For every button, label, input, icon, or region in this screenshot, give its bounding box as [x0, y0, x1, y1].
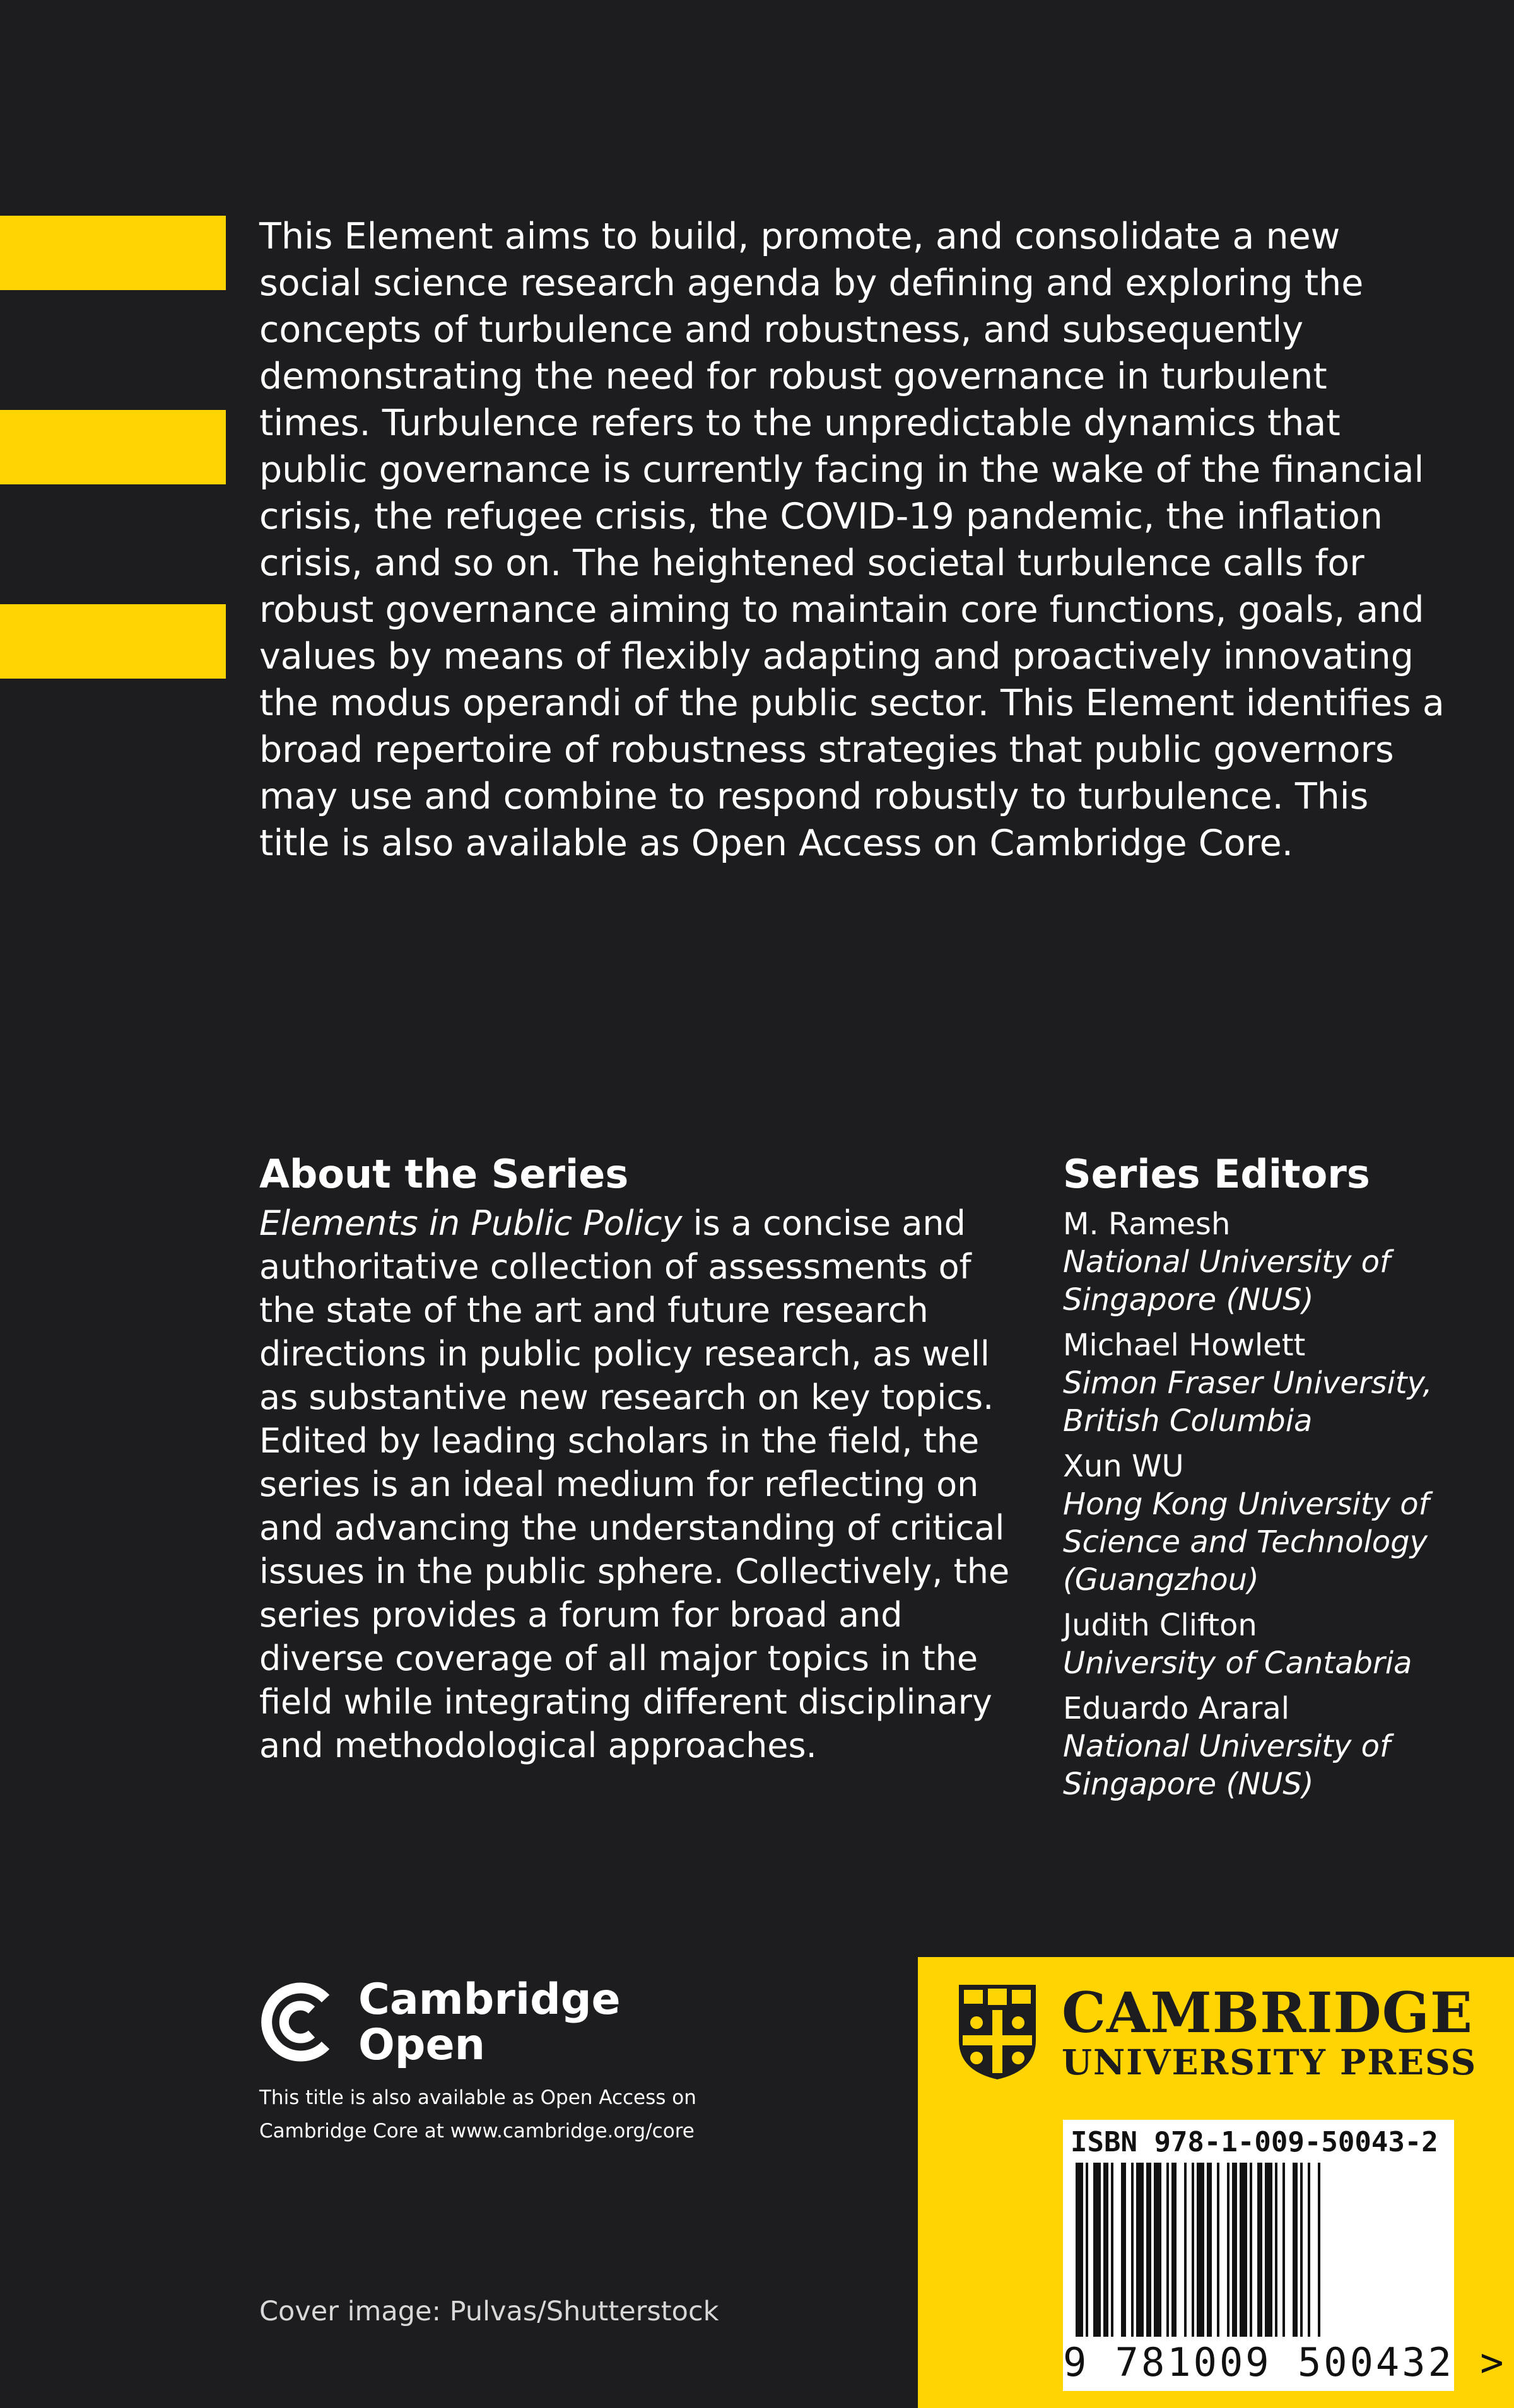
publisher-wordmark	[1062, 1980, 1477, 2083]
editor-affiliation: National University of Singapore (NUS)	[1063, 1244, 1390, 1318]
barcode-icon	[1076, 2163, 1429, 2337]
cambridge-crest-icon	[956, 1982, 1038, 2082]
editor-entry	[1063, 1606, 1492, 1682]
editor-name: Eduardo Araral	[1063, 1691, 1290, 1726]
editor-name: Michael Howlett	[1063, 1328, 1306, 1363]
yellow-accent-bar-1	[0, 216, 226, 290]
about-heading: About the Series	[259, 1151, 629, 1197]
open-access-note	[259, 2081, 764, 2148]
cambridge-open-icon	[257, 1981, 339, 2063]
cambridge-open-wordmark	[358, 1977, 621, 2068]
editor-entry	[1063, 1447, 1492, 1599]
book-blurb: This Element aims to build, promote, and consolidate a new social science research agenda by defining and exploring the concepts of turbulence and robustness, and subsequently demonstrating the need for robust governance in turbulent times. Turbulence refers to the unpredictable dynamics that public governance is currently facing in the wake of the financial crisis, the refugee crisis, the COVID-19 pandemic, the inflation crisis, and so on. The heightened societal turbulence calls for robust governance aiming to maintain core functions, goals, and values by means of flexibly adapting and proactively innovating the modus operandi of the public sector. This Element identifies a broad repertoire of robustness strategies that public governors may use and combine to respond robustly to turbulence. This title is also available as Open Access on Cambridge Core.	[259, 216, 1445, 864]
publisher-panel	[918, 1957, 1514, 2408]
isbn-text: ISBN 978-1-009-50043-2	[1071, 2126, 1438, 2158]
series-editors	[1063, 1151, 1492, 1803]
yellow-accent-bar-2	[0, 410, 226, 484]
publisher-name-line1: CAMBRIDGE	[1062, 1980, 1473, 2045]
about-text: is a concise and authoritative collection of assessments of the state of the art and future research directions in public policy research, as well as substantive new research on key topics. Edited by leading scholars in the field, the series is an ideal medium for reflecting on and advancing the understanding of critical issues in the public sphere. Collectively, the series provides a forum for broad and diverse coverage of all major topics in the field while integrating different disciplinary and methodological approaches.	[259, 1203, 1010, 1765]
editor-name: M. Ramesh	[1063, 1207, 1231, 1242]
editor-affiliation: National University of Singapore (NUS)	[1063, 1729, 1390, 1802]
cambridge-open-line1: Cambridge	[358, 1975, 621, 2025]
editor-entry	[1063, 1326, 1492, 1440]
editor-entry	[1063, 1690, 1492, 1803]
editor-name: Judith Clifton	[1063, 1608, 1257, 1643]
editor-affiliation: Simon Fraser University, British Columbia	[1063, 1365, 1433, 1439]
open-access-note-line1: This title is also available as Open Access on	[259, 2086, 696, 2109]
cambridge-open-logo	[257, 1977, 636, 2072]
barcode-digits: 9 781009 500432 >	[1063, 2339, 1506, 2385]
editor-name: Xun WU	[1063, 1449, 1184, 1484]
cambridge-open-line2: Open	[358, 2020, 486, 2070]
editor-affiliation: University of Cantabria	[1063, 1645, 1412, 1681]
yellow-accent-bar-3	[0, 604, 226, 679]
editor-entry	[1063, 1205, 1492, 1319]
series-name: Elements in Public Policy	[259, 1203, 683, 1243]
about-the-series	[259, 1151, 1035, 1767]
open-access-note-line2: Cambridge Core at www.cambridge.org/core	[259, 2120, 695, 2142]
about-body	[259, 1201, 1035, 1767]
barcode-label	[1063, 2120, 1506, 2391]
editor-affiliation: Hong Kong University of Science and Technology (Guangzhou)	[1063, 1487, 1429, 1598]
cover-image-credit: Cover image: Pulvas/Shutterstock	[259, 2296, 719, 2327]
publisher-name-line2: UNIVERSITY PRESS	[1062, 2042, 1477, 2083]
editors-heading: Series Editors	[1063, 1151, 1370, 1197]
